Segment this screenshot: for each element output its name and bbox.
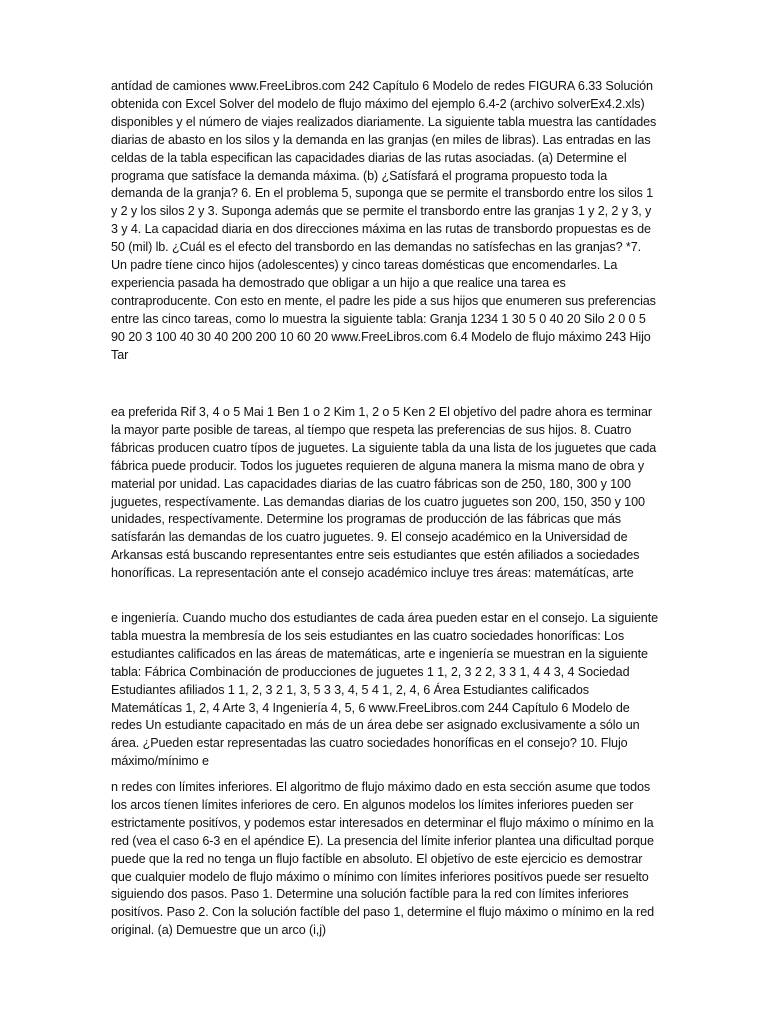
text-block-4: n redes con límites inferiores. El algoritmo de flujo máximo dado en esta sección asume que todos los arcos tíenen límites inferiores de cero. En algunos modelos los límites inferiores pueden ser estrictamente positívos, y podemos estar interesados en determinar el flujo máximo o mínimo en la red (vea el caso 6-3 en el apéndice E). La presencia del límite inferior plantea una dificultad porque puede que la red no tenga un flujo factíble en absoluto. El objetívo de este ejercicio es demostrar que cualquier modelo de flujo máximo o mínimo con límites inferiores positívos puede ser resuelto siguiendo dos pasos. Paso 1. Determine una solución factíble para la red con límites inferiores positívos. Paso 2. Con la solución factíble del paso 1, determine el flujo máximo o mínimo en la red original. (a) Demuestre que un arco (i,j) xyxy=(111,780,655,938)
text-block-2: ea preferida Rif 3, 4 o 5 Mai 1 Ben 1 o 2 Kim 1, 2 o 5 Ken 2 El objetívo del padre ahora es terminar la mayor parte posible de tareas, al tíempo que respeta las preferencias de sus hijos. 8. Cuatro fábricas producen cuatro típos de juguetes. La siguiente tabla da una lista de los juguetes que cada fábrica puede producir. Todos los juguetes requieren de alguna manera la misma mano de obra y material por unidad. Las capacidades diarias de las cuatro fábricas son de 250, 180, 300 y 100 juguetes, respectívamente. Las demandas diarias de los cuatro juguetes son 200, 150, 350 y 100 unidades, respectívamente. Determine los programas de producción de las fábricas que más satísfarán las demandas de los cuatro juguetes. 9. El consejo académico en la Universidad de Arkansas está buscando representantes entre seis estudiantes que estén afiliados a sociedades honoríficas. La representación ante el consejo académico incluye tres áreas: matemátícas, arte xyxy=(111,405,657,581)
text-block-3: e ingeniería. Cuando mucho dos estudiantes de cada área pueden estar en el consejo. La siguiente tabla muestra la membresía de los seis estudiantes en las cuatro sociedades honoríficas: Los estudiantes calificados en las áreas de matemáticas, arte e ingeniería se muestran en la siguiente tabla: Fábrica Combinación de producciones de juguetes 1 1, 2, 3 2 2, 3 3 1, 4 4 3, 4 Sociedad Estudiantes afiliados 1 1, 2, 3 2 1, 3, 5 3 3, 4, 5 4 1, 2, 4, 6 Área Estudiantes calificados Matemátícas 1, 2, 4 Arte 3, 4 Ingeniería 4, 5, 6 www.FreeLibros.com 244 Capítulo 6 Modelo de redes Un estudiante capacitado en más de un área debe ser asignado exclusivamente a sólo un área. ¿Pueden estar representadas las cuatro sociedades honoríficas en el consejo? 10. Flujo máximo/mínimo e xyxy=(111,611,659,769)
text-block-1: antídad de camiones www.FreeLibros.com 242 Capítulo 6 Modelo de redes FIGURA 6.33 Solución obtenida con Excel Solver del modelo de flujo máximo del ejemplo 6.4-2 (archivo solverEx4.2.xls) disponibles y el número de viajes realizados diariamente. La siguiente tabla muestra las cantídades diarias de abasto en los silos y la demanda en las granjas (en miles de libras). Las entradas en las celdas de la tabla especifican las capacidades diarias de las rutas asociadas. (a) Determine el programa que satísface la demanda máxima. (b) ¿Satísfará el programa propuesto toda la demanda de la granja? 6. En el problema 5, suponga que se permite el transbordo entre los silos 1 y 2 y los silos 2 y 3. Suponga además que se permite el transbordo entre las granjas 1 y 2, 2 y 3, y 3 y 4. La capacidad diaria en dos direcciones máxima en las rutas de transbordo propuestas es de 50 (mil) lb. ¿Cuál es el efecto del transbordo en las demandas no satísfechas en las granjas? *7. Un padre tíene cinco hijos (adolescentes) y cinco tareas domésticas que encomendarles. La experiencia pasada ha demostrado que obligar a un hijo a que realice una tarea es contraproducente. Con esto en mente, el padre les pide a sus hijos que enumeren sus preferencias entre las cinco tareas, como lo muestra la siguiente tabla: Granja 1234 1 30 5 0 40 20 Silo 2 0 0 5 90 20 3 100 40 30 40 200 200 10 60 20 www.FreeLibros.com 6.4 Modelo de flujo máximo 243 Hijo Tar xyxy=(111,79,657,362)
